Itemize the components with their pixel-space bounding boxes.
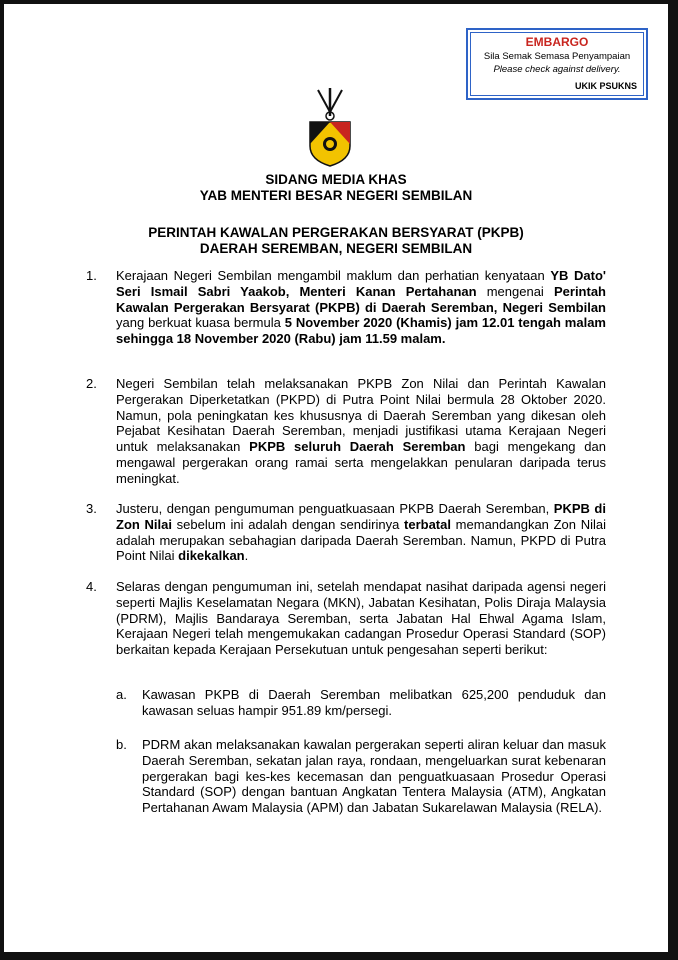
paragraph-2: [116, 376, 606, 487]
paragraph-number: 2.: [86, 376, 97, 391]
heading-line-3: PERINTAH KAWALAN PERGERAKAN BERSYARAT (PKPB): [148, 225, 524, 240]
heading-line-2: YAB MENTERI BESAR NEGERI SEMBILAN: [199, 188, 473, 203]
paragraph-number: 3.: [86, 501, 97, 516]
paragraph-bold-text: PKPB seluruh Daerah Seremban: [249, 439, 466, 455]
subitem-b: PDRM akan melaksanakan kawalan pergerakan seperti aliran keluar dan masuk Daerah Seremban, sekatan jalan raya, rondaan, mengeluarkan surat kebenaran pergerakan bagi kes-kes kecemasan dan penguatkuasaan Prosedur Operasi Standard (SOP) dengan bantuan Angkatan Tentera Malaysia (ATM), Angkatan Pertahanan Awam Malaysia (APM) dan Jabatan Sukarelawan Malaysia (RELA).: [142, 737, 606, 816]
paragraph-text: bagi mengekang dan mengawal pergerakan orang ramai serta mengelakkan penularan daripada terus meningkat.: [116, 439, 606, 486]
paragraph-text: Negeri Sembilan telah melaksanakan PKPB Zon Nilai dan Perintah Kawalan Pergerakan Diperketatkan (PKPD) di Putra Point Nilai bermula 28 Oktober 2020. Namun, pola peningkatan kes khususnya di Daerah Seremban yang dikesan oleh Pejabat Kesihatan Daerah Seremban, menjadi justifikasi utama Kerajaan Negeri untuk melaksanakan: [116, 376, 606, 455]
crest-emblem-inner: [326, 140, 334, 148]
paragraph-text: mengenai: [476, 283, 554, 299]
paragraph-bold-text: dikekalkan: [178, 548, 245, 564]
embargo-title: EMBARGO: [525, 35, 589, 49]
paragraph-text: .: [244, 548, 249, 564]
paragraph-text: memandangkan Zon Nilai adalah merupakan sebahagian daripada Daerah Seremban. Namun, PKPD di Putra Point Nilai: [116, 516, 606, 564]
state-crest-icon: [304, 86, 356, 168]
paragraph-text: Kerajaan Negeri Sembilan mengambil maklum dan perhatian kenyataan: [116, 268, 551, 283]
paragraph-4: Selaras dengan pengumuman ini, setelah mendapat nasihat daripada agensi negeri seperti Majlis Keselamatan Negara (MKN), Jabatan Kesihatan, Polis Diraja Malaysia (PDRM), Majlis Bandaraya Seremban, serta Jabatan Hal Ehwal Agama Islam, Kerajaan Negeri telah mengemukakan cadangan Prosedur Operasi Standard (SOP) berkaitan kepada Kerajaan Persekutuan untuk pengesahan seperti berikut:: [116, 579, 606, 658]
embargo-tag: UKIK PSUKNS: [574, 81, 637, 91]
paragraph-text: Justeru, dengan pengumuman penguatkuasaan PKPB Daerah Seremban,: [116, 501, 554, 516]
paragraph-number: 1.: [86, 268, 97, 283]
crest-spear-left: [318, 90, 330, 112]
subitem-letter: b.: [116, 737, 127, 752]
document-page: [4, 4, 668, 952]
embargo-box: [466, 28, 648, 100]
paragraph-bold-text: Perintah Kawalan Pergerakan Bersyarat (PKPB) di Daerah Seremban, Negeri Sembilan: [116, 283, 606, 315]
paragraph-1: [116, 268, 606, 347]
heading-line-4: DAERAH SEREMBAN, NEGERI SEMBILAN: [199, 241, 473, 256]
paragraph-text: yang berkuat kuasa bermula: [116, 315, 285, 331]
paragraph-3: [116, 501, 606, 564]
paragraph-bold-text: YB Dato' Seri Ismail Sabri Yaakob, Menteri Kanan Pertahanan: [116, 268, 607, 299]
paragraph-bold-text: PKPB di Zon Nilai: [116, 501, 606, 532]
paragraph-bold-text: terbatal: [404, 516, 451, 532]
embargo-line-1: Sila Semak Semasa Penyampaian: [483, 51, 631, 62]
subitem-a: Kawasan PKPB di Daerah Seremban melibatkan 625,200 penduduk dan kawasan seluas hampir 951.89 km/persegi.: [142, 687, 606, 718]
paragraph-text: sebelum ini adalah dengan sendirinya: [171, 516, 405, 532]
embargo-line-2: Please check against delivery.: [493, 64, 621, 75]
subitem-letter: a.: [116, 687, 127, 702]
paragraph-bold-text: 5 November 2020 (Khamis) jam 12.01 tengah malam sehingga 18 November 2020 (Rabu) jam 11.59 malam.: [116, 315, 606, 347]
heading-line-1: SIDANG MEDIA KHAS: [265, 172, 407, 187]
embargo-inner: [470, 32, 644, 96]
paragraph-number: 4.: [86, 579, 97, 594]
crest-spear-right: [330, 90, 342, 112]
